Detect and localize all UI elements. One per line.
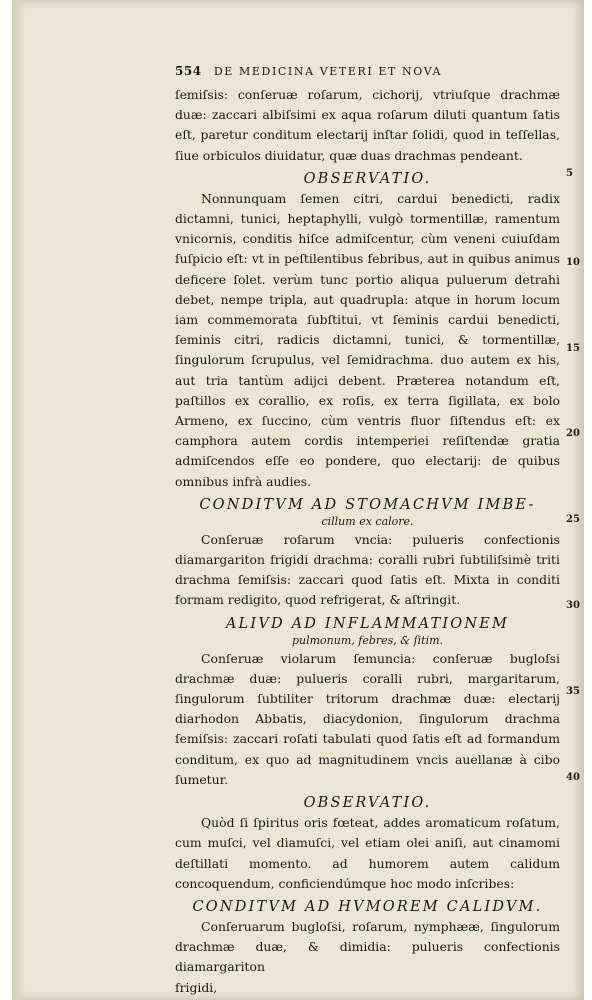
section-heading: CONDITVM AD HVMOREM CALIDVM.	[192, 898, 543, 915]
line-number: 30	[566, 600, 580, 611]
section-subheading: pulmonum, febres, & ſitim.	[291, 633, 444, 647]
line-number: 10	[566, 257, 580, 268]
section-heading: OBSERVATIO.	[303, 170, 432, 187]
section-heading: ALIVD AD INFLAMMATIONEM	[225, 615, 510, 632]
section-heading: OBSERVATIO.	[303, 795, 432, 812]
catchword: frigidi,	[175, 979, 218, 995]
running-title: DE MEDICINA VETERI ET NOVA	[213, 65, 443, 78]
paragraph: Quòd ſi ſpiritus oris fœteat, addes aromaticum roſatum, cum muſci, vel diamuſci, vel etiam olei aniſi, aut cinamomi deſtillati momento. ad humorem autem calidum concoquendum, conficiendúmque hoc modo inſcribes:	[175, 815, 560, 891]
section-subheading: cillum ex calore.	[321, 514, 414, 528]
line-number: 40	[566, 772, 580, 783]
paragraph: Conſeruarum bugloſsi, roſarum, nymphææ, ſingulorum drachmæ duæ, & dimidia: pulueris confectionis diamargariton	[175, 918, 560, 975]
paragraph: ſemiſsis: conſeruæ roſarum, cichorij, vtriuſque drachmæ duæ: zaccari albiſsimi ex aqua roſarum diluti quantum ſatis eſt, paretur conditum electarij inſtar ſolidi, quod in teſſellas, ſiue orbiculos diuidatur, quæ duas drachmas pendeant.	[175, 87, 560, 163]
line-number: 20	[566, 428, 580, 439]
running-header	[175, 64, 535, 84]
line-number: 15	[566, 343, 580, 354]
line-number: 35	[566, 686, 580, 697]
page-gutter-shadow	[12, 0, 26, 1000]
paragraph: Conſeruæ violarum ſemuncia: conſeruæ bugloſsi drachmæ duæ: pulueris coralli rubri, margaritarum, ſingulorum ſubtiliter tritorum drachmæ duæ: electarij diarhodon Abbatis, diacydonion, ſingulorum drachma ſemiſsis: zaccari roſati tabulati quod ſatis eſt ad formandum conditum, ex quo ad magnitudinem vncis auellanæ à cibo ſumetur.	[175, 650, 560, 787]
paragraph: Conſeruæ roſarum vncia: pulueris confectionis diamargariton frigidi drachma: coralli rubri ſubtiliſsimè triti drachma ſemiſsis: zaccari quod ſatis eſt. Mixta in conditi formam redigito, quod refrigerat, & aſtringit.	[175, 531, 560, 608]
line-number: 25	[566, 514, 580, 525]
page-number: 554	[175, 64, 202, 78]
paragraph: Nonnunquam ſemen citri, cardui benedicti, radix dictamni, tunici, heptaphylli, vulgò tormentillæ, ramentum vnicornis, conditis hiſce admiſcentur, cùm veneni cuiuſdam ſuſpicio eſt: vt in peſtilentibus febribus, aut in quibus animus deficere ſolet. verùm tunc portio aliqua puluerum detrahi debet, nempe tripla, aut quadrupla: atque in horum locum iam commemorata ſubſtitui, vt ſeminis cardui benedicti, ſeminis citri, radicis dictamni, tunici, & tormentillæ, ſingulorum ſcrupulus, vel ſemidrachma. duo autem ex his, aut tria tantùm adijci debent. Præterea notandum eſt, paſtillos ex corallio, ex roſis, ex terra ſigillata, ex bolo Armeno, ex ſuccino, cùm ventris fluor ſiſtendus eſt: ex camphora autem cordis intemperiei reſiſtendæ gratia admiſcendos eſſe eo pondere, quo electarij: de quibus omnibus infrà audies.	[175, 190, 560, 489]
line-number: 5	[566, 168, 573, 179]
page-body	[175, 85, 560, 998]
section-heading: CONDITVM AD STOMACHVM IMBE-	[199, 496, 536, 513]
